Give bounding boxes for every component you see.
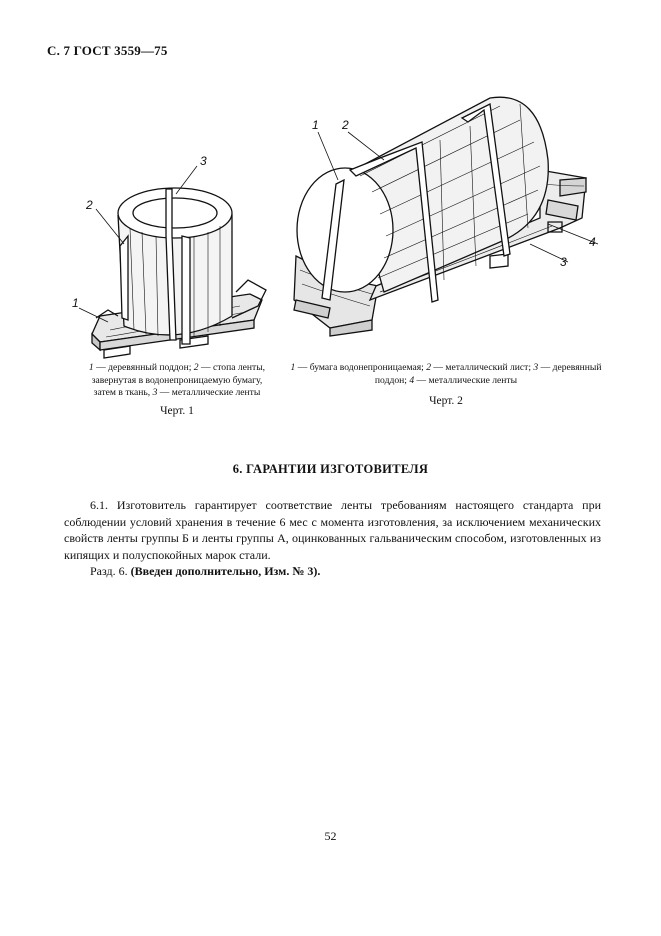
- figure-1-label: Черт. 1: [160, 405, 194, 417]
- fig2-callout-4: 4: [589, 235, 596, 249]
- paragraph-6-1: 6.1. Изготовитель гарантирует соответствие ленты требованиям настоящего стандарта при соблюдении условий хранения в течение 6 мес с момента изготовления, за исключением механических свойств ленты группы Б и ленты группы А, оцинкованных гальваническим способом, изготовленных из кипящих и полуспокойных марок стали.: [64, 498, 601, 562]
- fig2-callout-3: 3: [560, 255, 567, 269]
- fig2-callout-2: 2: [342, 118, 349, 132]
- fig1-callout-1: 1: [72, 296, 79, 310]
- page-header: С. 7 ГОСТ 3559—75: [47, 43, 168, 58]
- section-title: 6. ГАРАНТИИ ИЗГОТОВИТЕЛЯ: [232, 462, 429, 476]
- figure-1-caption: 1 — деревянный поддон; 2 — стопа ленты, завернутая в водонепроницаемую бумагу, затем в ткань, 3 — металлические ленты: [88, 362, 266, 398]
- figure-2-label: Черт. 2: [429, 395, 463, 407]
- section-note: Разд. 6. (Введен дополнительно, Изм. № 3).: [90, 564, 321, 578]
- section-body: [64, 497, 601, 580]
- figure-2-caption: 1 — бумага водонепроницаемая; 2 — металлический лист; 3 — деревянный поддон; 4 — металлические ленты: [290, 362, 602, 386]
- fig1-callout-3: 3: [200, 154, 207, 168]
- fig1-callout-2: 2: [86, 198, 93, 212]
- fig2-callout-1: 1: [312, 118, 319, 132]
- page-number: 52: [324, 829, 337, 843]
